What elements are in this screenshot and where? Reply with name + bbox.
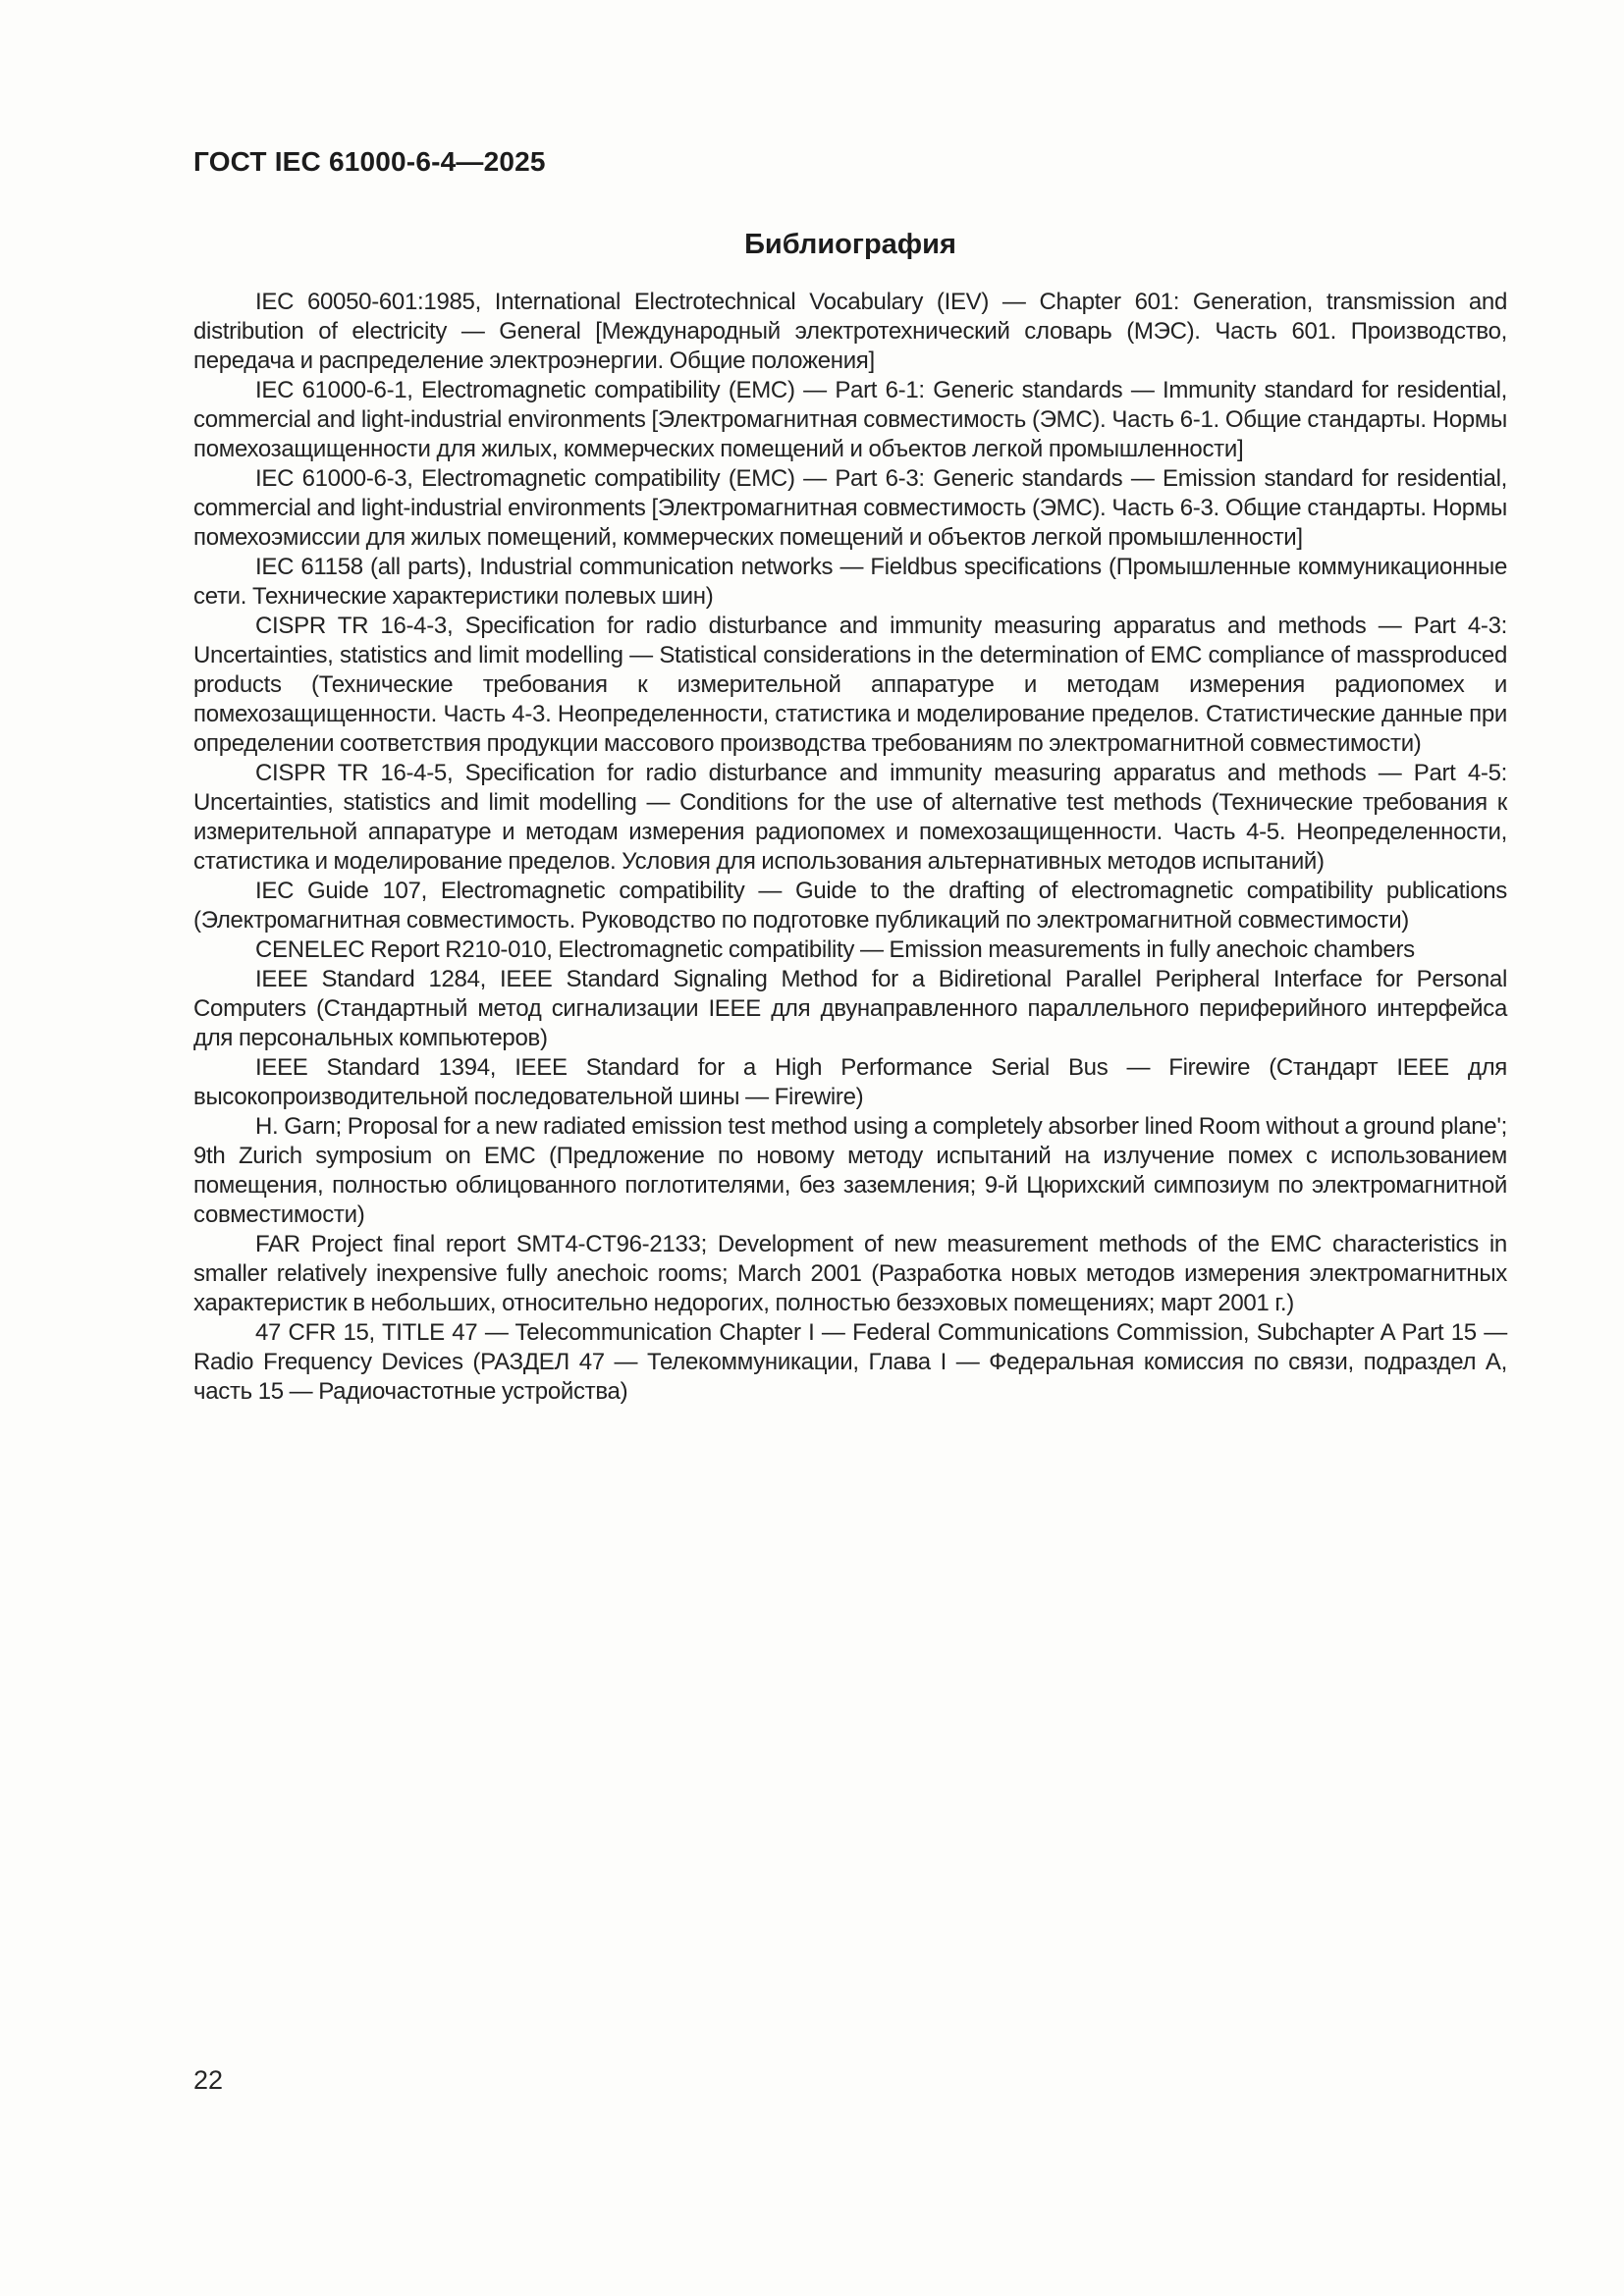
bibliography-entry: CISPR TR 16-4-5, Specification for radio disturbance and immunity measuring apparatus and methods — Part 4-5: Uncertainties, statistics and limit modelling — Conditions for the use of alternative test methods (Технические требования к измерительной аппаратуре и методам измерения радиопомех и помехозащищенности. Часть 4-5. Неопределенности, статистика и моделирование пределов. Условия для использования альтернативных методов испытаний) — [193, 760, 1507, 875]
bibliography-entry: IEEE Standard 1284, IEEE Standard Signaling Method for a Bidiretional Parallel Peripheral Interface for Personal Computers (Стандартный метод сигнализации IEEE для двунаправленного параллельного периферийного интерфейса для персональных компьютеров) — [193, 966, 1507, 1051]
bibliography-entry: IEC 60050-601:1985, International Electrotechnical Vocabulary (IEV) — Chapter 601: Generation, transmission and distribution of electricity — General [Международный электротехнический словарь (МЭС). Часть 601. Производство, передача и распределение электроэнергии. Общие положения] — [193, 289, 1507, 374]
bibliography-entry: IEC 61000-6-3, Electromagnetic compatibility (EMC) — Part 6-3: Generic standards — Emission standard for residential, commercial and light-industrial environments [Электромагнитная совместимость (ЭМС). Часть 6-3. Общие стандарты. Нормы помехоэмиссии для жилых помещений, коммерческих помещений и объектов легкой промышленности] — [193, 465, 1507, 551]
document-code: ГОСТ IEC 61000-6-4—2025 — [193, 146, 546, 177]
bibliography-entry: IEC 61000-6-1, Electromagnetic compatibility (EMC) — Part 6-1: Generic standards — Immunity standard for residential, commercial and light-industrial environments [Электромагнитная совместимость (ЭМС). Часть 6-1. Общие стандарты. Нормы помехозащищенности для жилых, коммерческих помещений и объектов легкой промышленности] — [193, 377, 1507, 462]
bibliography-entry: IEC Guide 107, Electromagnetic compatibility — Guide to the drafting of electromagnetic compatibility publications (Электромагнитная совместимость. Руководство по подготовке публикаций по электромагнитной совместимости) — [193, 878, 1507, 934]
bibliography-list — [193, 288, 1507, 1407]
bibliography-entry: CISPR TR 16-4-3, Specification for radio disturbance and immunity measuring apparatus and methods — Part 4-3: Uncertainties, statistics and limit modelling — Statistical considerations in the determination of EMC compliance of massproduced products (Технические требования к измерительной аппаратуре и методам измерения радиопомех и помехозащищенности. Часть 4-3. Неопределенности, статистика и моделирование пределов. Статистические данные при определении соответствия продукции массового производства требованиям по электромагнитной совместимости) — [193, 613, 1507, 757]
bibliography-entry: FAR Project final report SMT4-CT96-2133; Development of new measurement methods of the EMC characteristics in smaller relatively inexpensive fully anechoic rooms; March 2001 (Разработка новых методов измерения электромагнитных характеристик в небольших, относительно недорогих, полностью безэховых помещениях; март 2001 г.) — [193, 1231, 1507, 1316]
page-title: Библиография — [744, 229, 956, 260]
page-number: 22 — [193, 2065, 224, 2095]
bibliography-entry: 47 CFR 15, TITLE 47 — Telecommunication Chapter I — Federal Communications Commission, Subchapter A Part 15 — Radio Frequency Devices (РАЗДЕЛ 47 — Телекоммуникации, Глава I — Федеральная комиссия по связи, подраздел А, часть 15 — Радиочастотные устройства) — [193, 1319, 1507, 1405]
bibliography-entry: H. Garn; Proposal for a new radiated emission test method using a completely absorber lined Room without a ground plane'; 9th Zurich symposium on EMC (Предложение по новому методу испытаний на излучение помех с использованием помещения, полностью облицованного поглотителями, без заземления; 9-й Цюрихский симпозиум по электромагнитной совместимости) — [193, 1113, 1507, 1228]
bibliography-entry: IEEE Standard 1394, IEEE Standard for a High Performance Serial Bus — Firewire (Стандарт IEEE для высокопроизводительной последовательной шины — Firewire) — [193, 1054, 1507, 1110]
bibliography-entry: IEC 61158 (all parts), Industrial communication networks — Fieldbus specifications (Промышленные коммуникационные сети. Технические характеристики полевых шин) — [193, 554, 1507, 610]
bibliography-entry: CENELEC Report R210-010, Electromagnetic compatibility — Emission measurements in fully anechoic chambers — [255, 936, 1415, 963]
